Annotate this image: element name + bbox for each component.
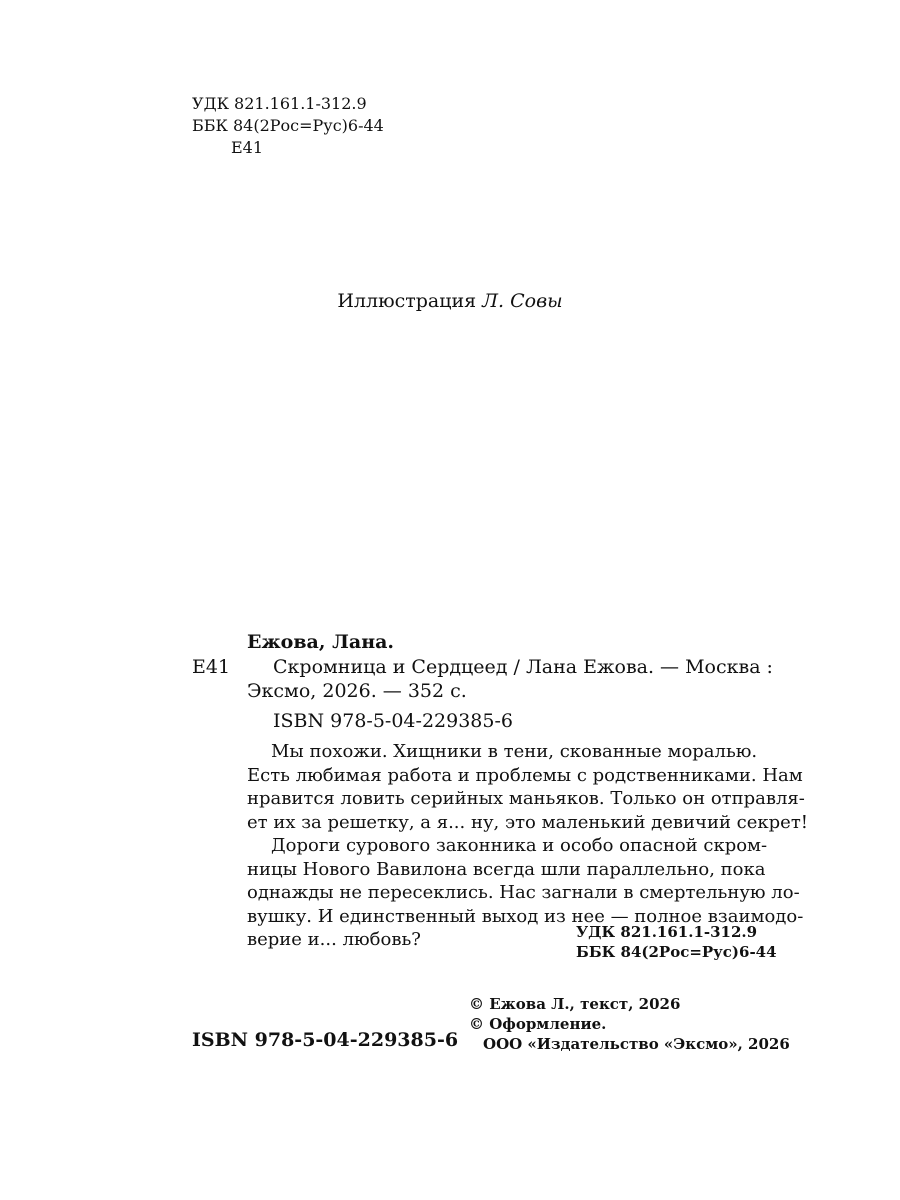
annotation-line: Есть любимая работа и проблемы с родственниками. Нам (247, 764, 803, 786)
illustration-credit (0, 289, 900, 313)
bbk-bottom: ББК 84(2Рос=Рус)6-44 (576, 943, 777, 961)
annotation-paragraph-1 (247, 740, 809, 834)
illustration-artist: Л. Совы (482, 290, 563, 312)
title-line-1: Скромница и Сердцеед / Лана Ежова. — Москва : (273, 656, 773, 678)
annotation-line: вушку. И единственный выход из нее — полное взаимодо- (247, 905, 804, 927)
annotation-line: однажды не пересеклись. Нас загнали в смертельную ло- (247, 882, 800, 903)
annotation-line: ет их за решетку, а я... ну, это маленький девичий секрет! (247, 811, 809, 833)
annotation-line: верие и... любовь? (247, 929, 421, 950)
annotation-line: Мы похожи. Хищники в тени, скованные моралью. (271, 741, 758, 762)
udk-bottom: УДК 821.161.1-312.9 (576, 923, 758, 941)
annotation-line: нравится ловить серийных маньяков. Только он отправля- (247, 788, 805, 809)
isbn-bold: ISBN 978-5-04-229385-6 (192, 1029, 459, 1051)
annotation-line: ницы Нового Вавилона всегда шли параллельно, пока (247, 858, 766, 880)
isbn-record: ISBN 978-5-04-229385-6 (273, 710, 513, 732)
copyright-line-3: ООО «Издательство «Эксмо», 2026 (483, 1035, 790, 1053)
illustration-prefix: Иллюстрация (337, 290, 477, 312)
title-line-2: Эксмо, 2026. — 352 с. (247, 680, 467, 702)
copyright-line-1: © Ежова Л., текст, 2026 (469, 995, 681, 1013)
annotation-line: Дороги сурового законника и особо опасной скром- (271, 835, 768, 856)
copyright-line-2: © Оформление. (469, 1015, 607, 1033)
author-mark: Е41 (192, 656, 231, 678)
author-mark-top: Е41 (231, 138, 264, 157)
author-heading: Ежова, Лана. (247, 631, 395, 653)
bbk-top: ББК 84(2Рос=Рус)6-44 (192, 116, 384, 135)
udk-top: УДК 821.161.1-312.9 (192, 94, 367, 113)
